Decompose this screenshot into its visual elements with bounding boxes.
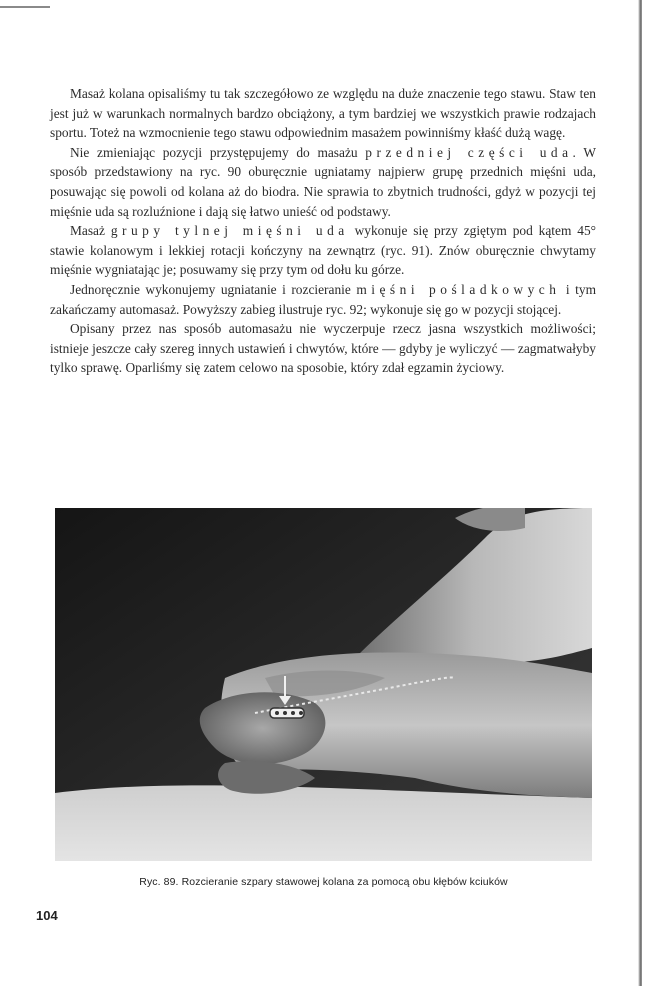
paragraph xyxy=(50,280,596,319)
paragraph-text: Masaż xyxy=(70,223,111,239)
figure-photo xyxy=(55,508,592,861)
page-number: 104 xyxy=(36,908,58,923)
paragraph-text: Nie zmieniając pozycji przystępujemy do masażu xyxy=(70,144,366,160)
knee-massage-photo xyxy=(55,508,592,861)
figure-caption: Ryc. 89. Rozcieranie szpary stawowej kolana za pomocą obu kłębów kciuków xyxy=(139,876,508,888)
body-text xyxy=(50,84,596,378)
paragraph-text: Masaż kolana opisaliśmy tu tak szczegółowo ze względu na duże znaczenie tego stawu. Staw ten jest już w warunkach normalnych bardzo obciążony, a tym bardziej we wszystkich prawie rodzajach sportu. Toteż na wzmocnienie tego stawu odpowiednim masażem powinniśmy kłaść dużą wagę. xyxy=(50,86,596,141)
emphasis-spaced: grupy tylnej mięśni uda xyxy=(110,223,349,239)
paragraph-text: i tym zakańczamy automasaż. Powyższy zabieg ilustruje ryc. 92; wykonuje się go w pozycji stojącej. xyxy=(50,281,596,317)
paragraph xyxy=(50,221,596,280)
page-edge-shadow xyxy=(638,0,642,986)
paragraph-text: Jednoręcznie wykonujemy ugniatanie i rozcieranie xyxy=(70,281,357,297)
paragraph-text: . W sposób przedstawiony na ryc. 90 oburęcznie ugniatamy najpierw grupę przednich mięśni uda, posuwając się powoli od kolana aż do biodra. Nie sprawia to zbytnich trudności, gdyż w pozycji tej mięśnie uda są rozluźnione i dają się łatwo unieść od podstawy. xyxy=(50,144,596,219)
paragraph-text: wykonuje się przy zgiętym pod kątem 45° stawie kolanowym i lekkiej rotacji kończyny na zewnątrz (ryc. 91). Znów oburęcznie chwytamy mięśnie wygniatając je; posuwamy się przy tym od dołu ku górze. xyxy=(50,223,596,278)
emphasis-spaced: przedniej części uda xyxy=(365,144,573,160)
paragraph xyxy=(50,84,596,143)
scan-mark xyxy=(0,6,50,8)
paragraph xyxy=(50,143,596,221)
paragraph xyxy=(50,319,596,378)
paragraph-text: Opisany przez nas sposób automasażu nie wyczerpuje rzecz jasna wszystkich możliwości; istnieje jeszcze cały szereg innych ustawień i chwytów, które — gdyby je wyliczyć — zagmatwałyby tylko sprawę. Oparliśmy się zatem celowo na sposobie, który zdał egzamin życiowy. xyxy=(50,321,596,376)
emphasis-spaced: mięśni pośladkowych xyxy=(356,281,561,297)
